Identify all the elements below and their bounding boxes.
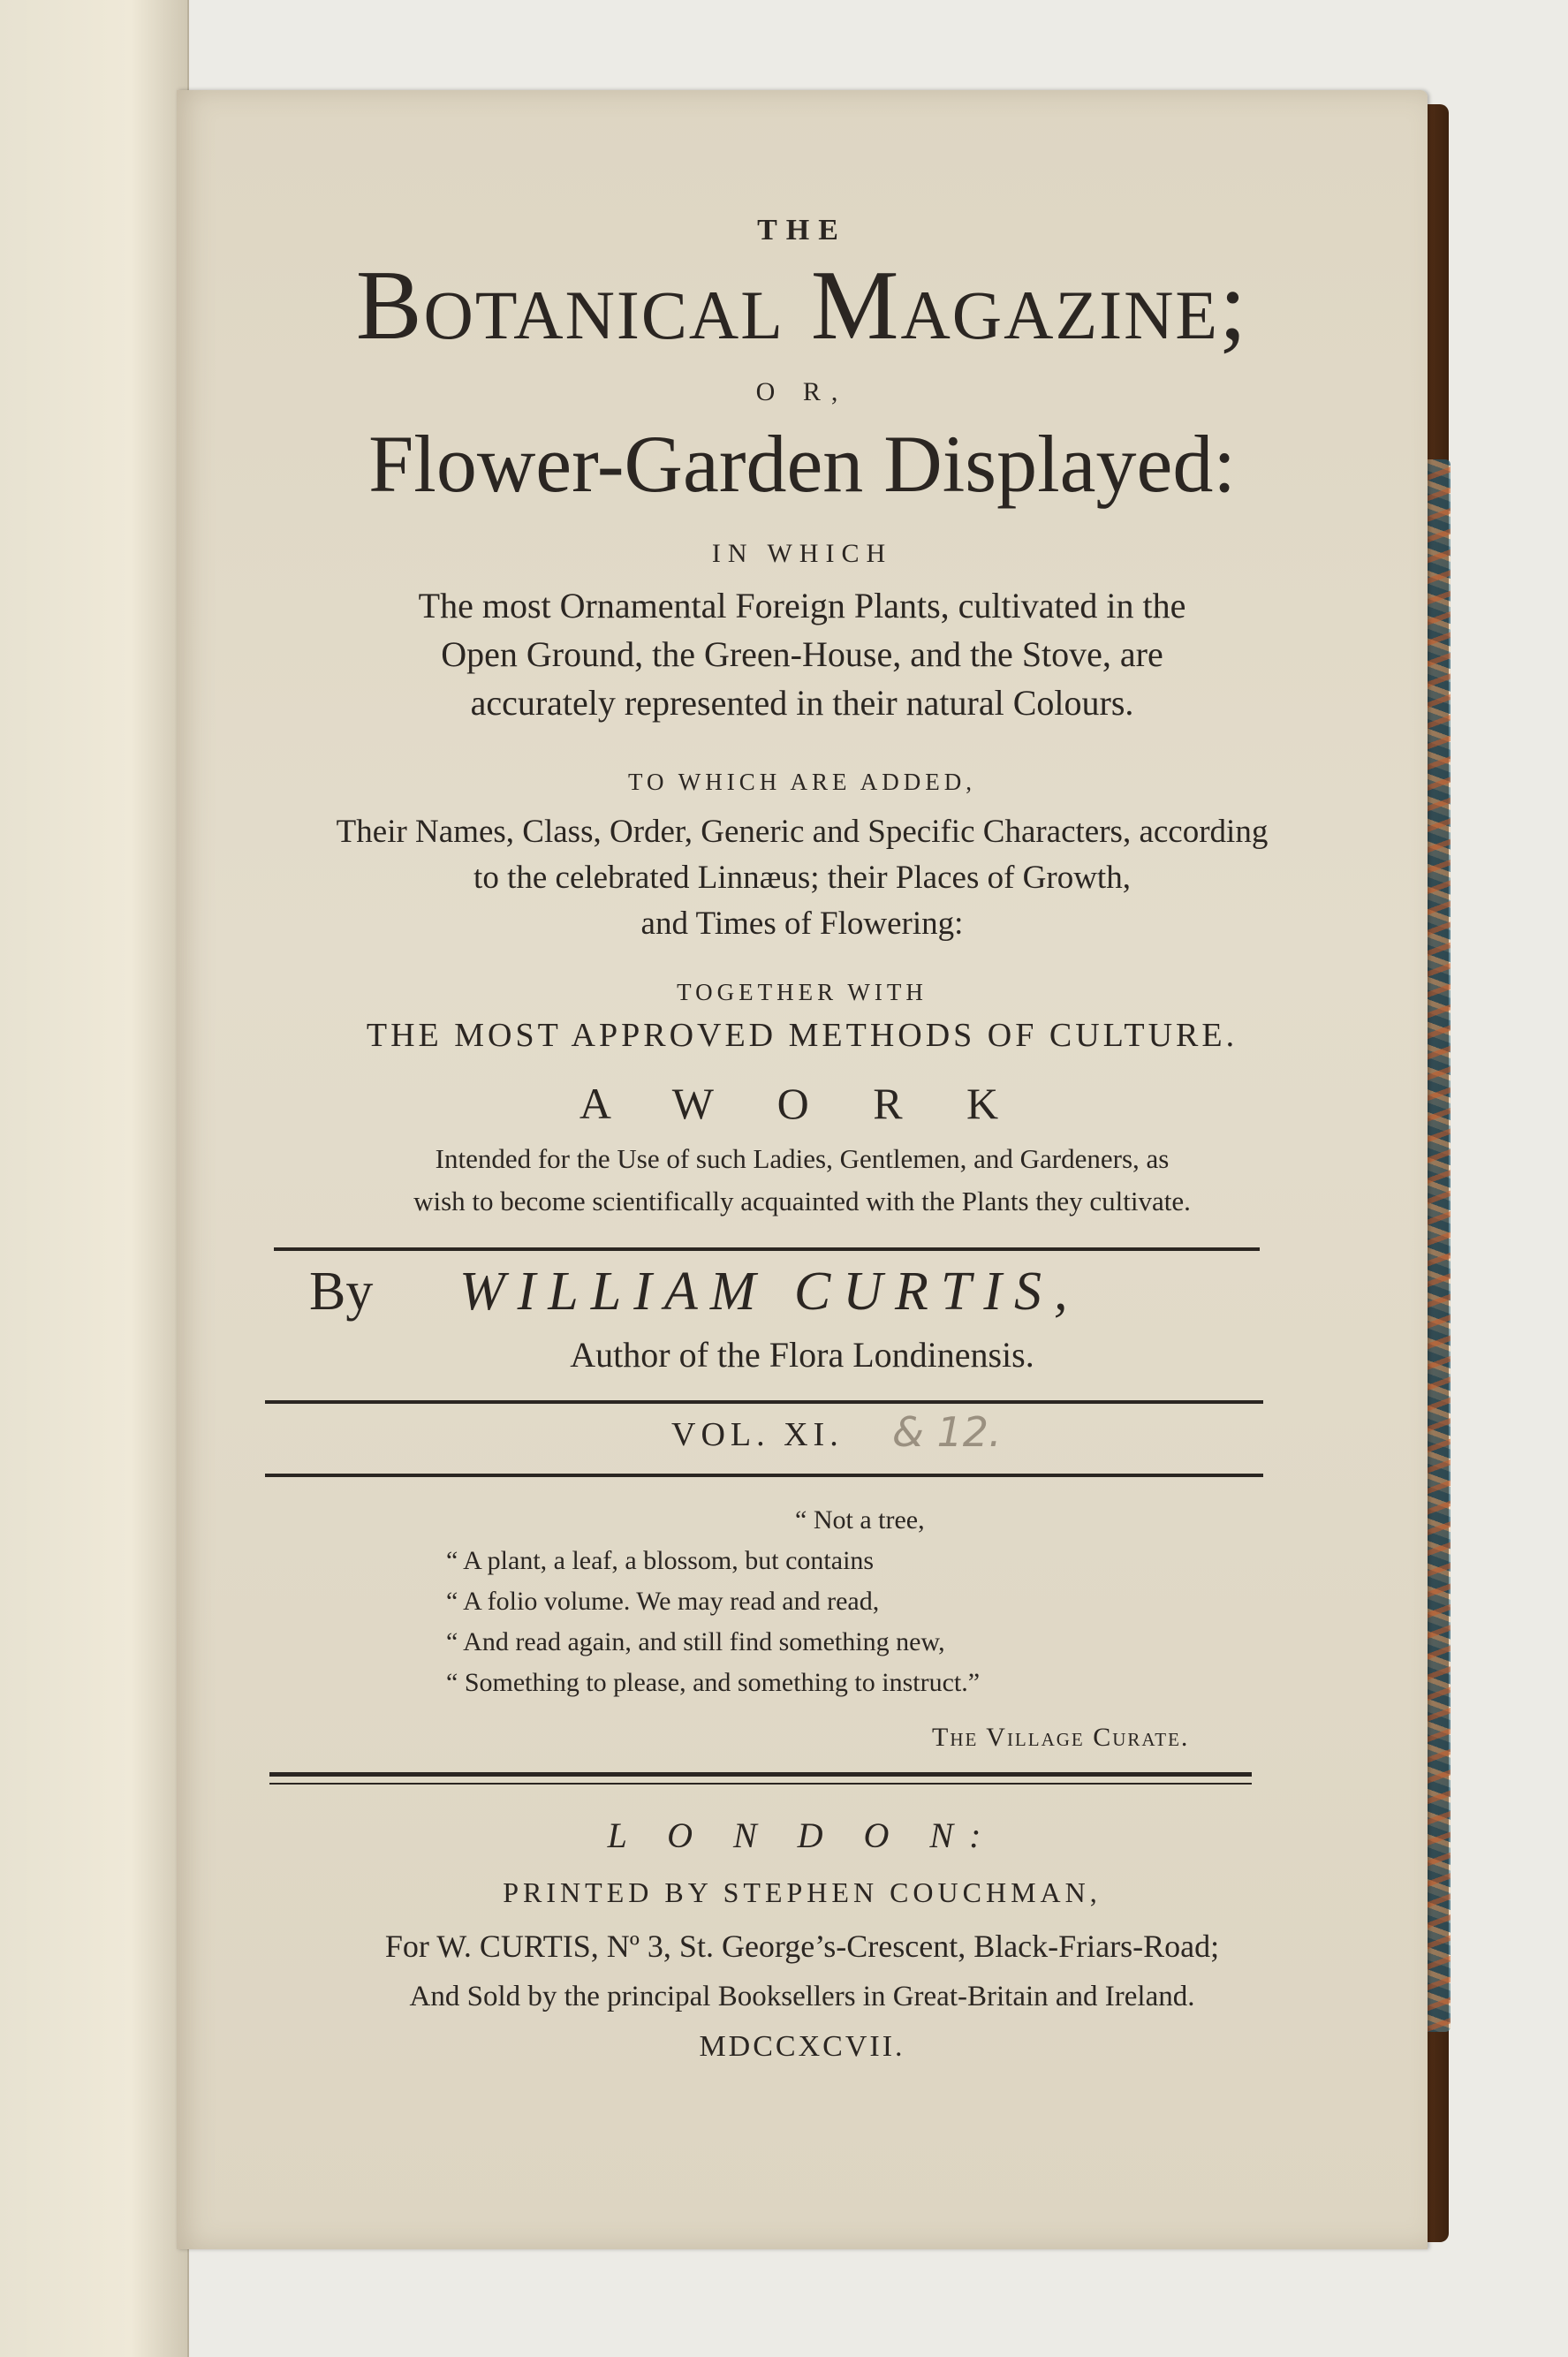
added-line-1: Their Names, Class, Order, Generic and Specific Characters, according: [336, 814, 1269, 850]
title-main: Botanical Magazine;: [355, 251, 1249, 360]
sold-by: And Sold by the principal Booksellers in Great-Britain and Ireland.: [409, 1981, 1195, 2012]
rule-above-author: [274, 1247, 1260, 1251]
poem-source: The Village Curate.: [932, 1723, 1190, 1752]
poem-line-5: “ Something to please, and something to instruct.”: [446, 1668, 981, 1697]
by-label: By: [309, 1262, 374, 1322]
a-work: A W O R K: [579, 1079, 1026, 1128]
description-line-2: Open Ground, the Green-House, and the Stove, are: [441, 634, 1163, 674]
facing-blank-leaf: [0, 0, 189, 2357]
poem-line-3: “ A folio volume. We may read and read,: [446, 1587, 880, 1616]
publication-year: MDCCXCVII.: [699, 2030, 905, 2063]
methods-of-culture: THE MOST APPROVED METHODS OF CULTURE.: [366, 1017, 1238, 1054]
added-line-3: and Times of Flowering:: [640, 906, 964, 942]
rule-above-volume: [265, 1400, 1263, 1404]
to-which-added: TO WHICH ARE ADDED,: [627, 769, 976, 795]
in-which: IN WHICH: [711, 539, 893, 568]
title-the: THE: [757, 214, 847, 246]
volume-number: VOL. XI.: [671, 1416, 844, 1453]
author-name: WILLIAM CURTIS,: [459, 1262, 1080, 1322]
city: L O N D O N:: [607, 1815, 997, 1855]
publisher-address: For W. CURTIS, Nº 3, St. George’s-Crescent, Black-Friars-Road;: [384, 1929, 1220, 1964]
double-rule-top: [269, 1772, 1252, 1777]
pencil-annotation: & 12.: [892, 1408, 1002, 1456]
together-with: TOGETHER WITH: [677, 979, 928, 1005]
poem-line-1: “ Not a tree,: [795, 1505, 925, 1535]
poem-line-4: “ And read again, and still find something new,: [446, 1627, 945, 1656]
double-rule-bottom: [269, 1783, 1252, 1785]
description-line-3: accurately represented in their natural Colours.: [470, 683, 1134, 723]
title-or: O R,: [755, 377, 849, 406]
author-of: Author of the Flora Londinensis.: [570, 1335, 1034, 1375]
description-line-1: The most Ornamental Foreign Plants, cultivated in the: [418, 586, 1186, 625]
intended-line-1: Intended for the Use of such Ladies, Gentlemen, and Gardeners, as: [435, 1143, 1170, 1174]
rule-above-poem: [265, 1474, 1263, 1477]
added-line-2: to the celebrated Linnæus; their Places of Growth,: [473, 860, 1131, 896]
poem-line-2: “ A plant, a leaf, a blossom, but contains: [446, 1546, 875, 1575]
subtitle: Flower-Garden Displayed:: [368, 419, 1236, 509]
title-page: [177, 90, 1428, 2249]
printer: PRINTED BY STEPHEN COUCHMAN,: [503, 1876, 1102, 1908]
intended-line-2: wish to become scientifically acquainted with the Plants they cultivate.: [413, 1186, 1191, 1216]
